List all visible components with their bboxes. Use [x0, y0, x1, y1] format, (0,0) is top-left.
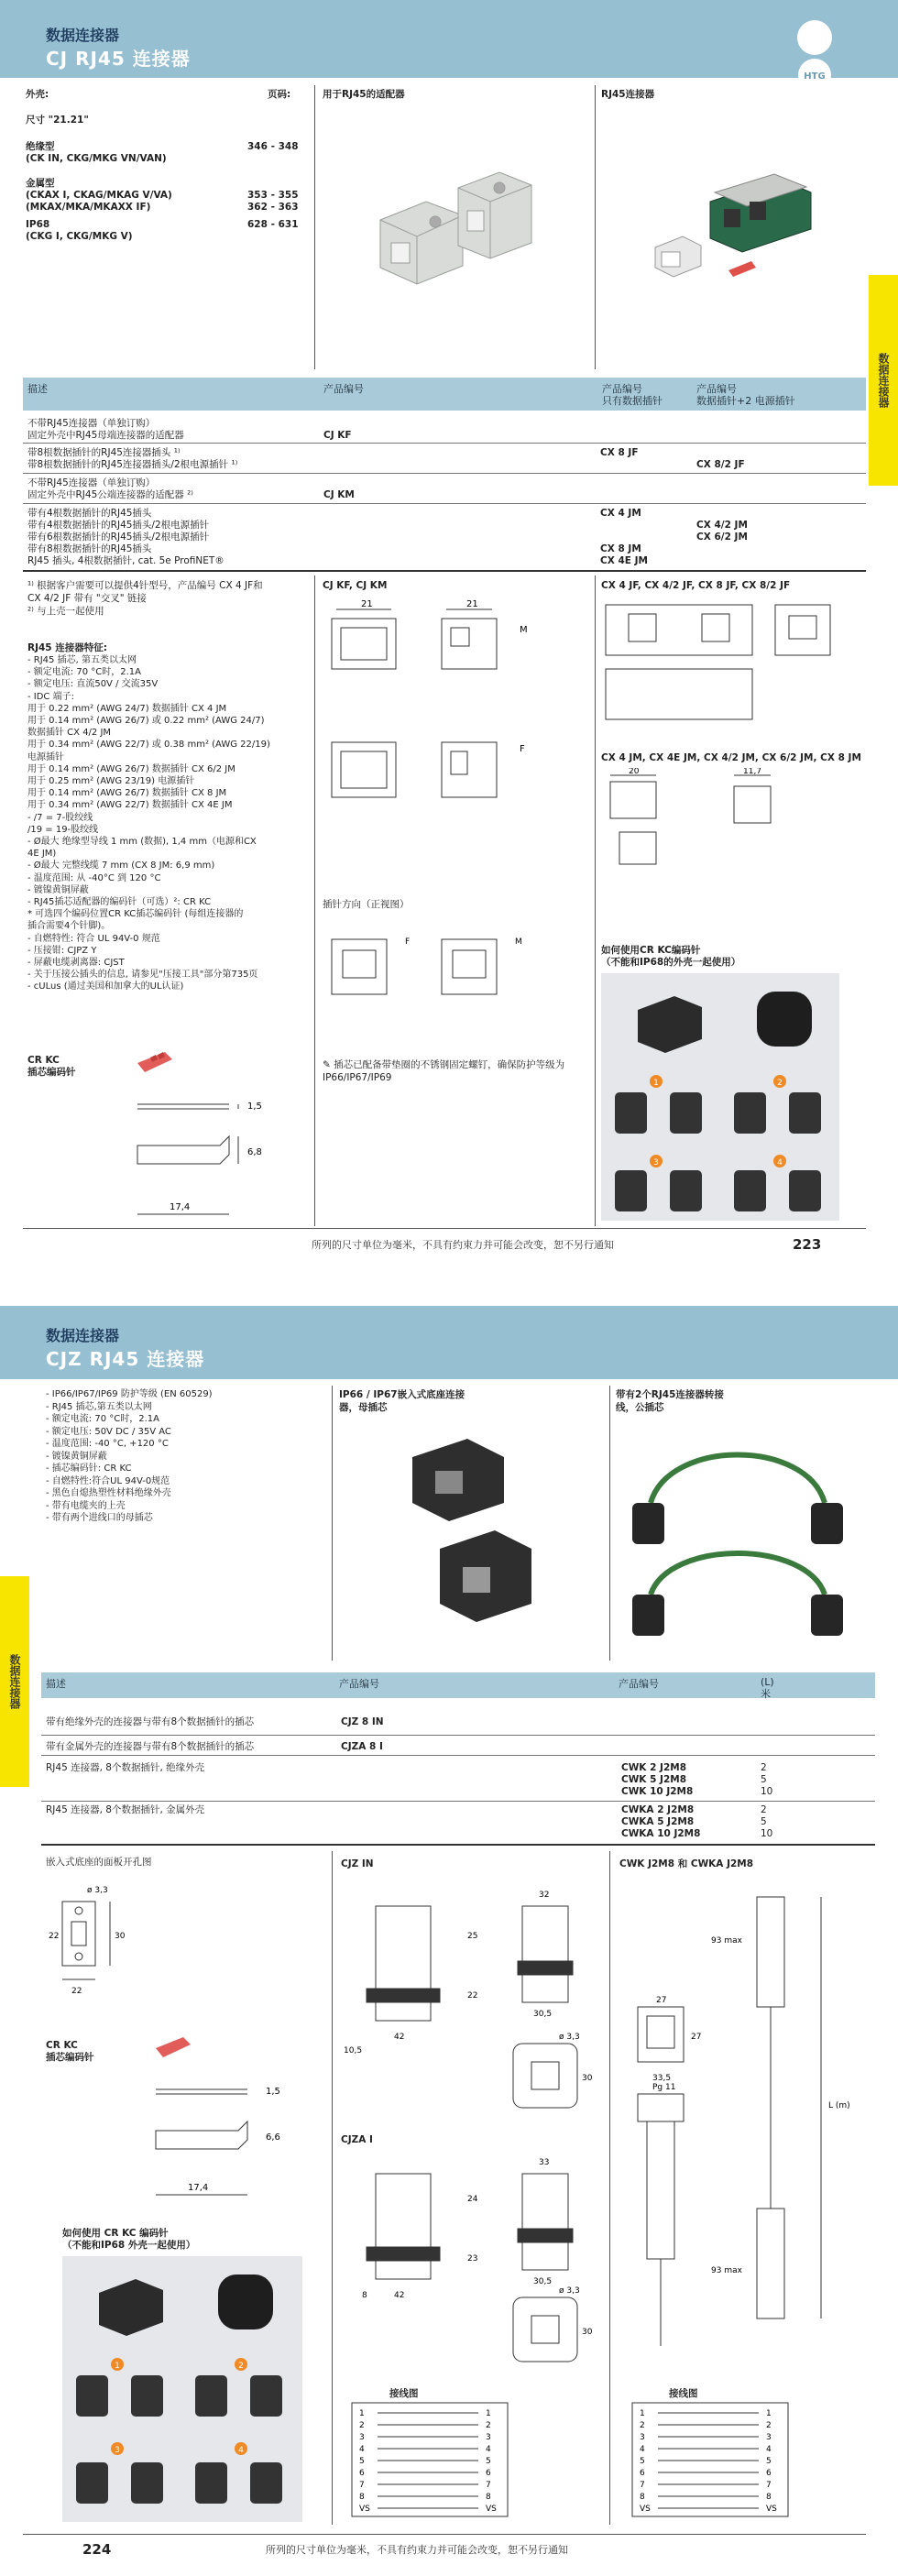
crkc-subtitle: 插芯编码针 — [46, 2052, 94, 2063]
dim-label: 30 — [582, 2328, 593, 2337]
wiring-diagram — [630, 2401, 795, 2520]
features-list — [46, 1388, 213, 1525]
feature-item: 4E JM) — [27, 849, 57, 860]
dim-label: 11,7 — [743, 768, 762, 776]
row-divider — [23, 473, 866, 474]
row-code2: CX 4 JM — [600, 508, 641, 519]
wiring-title: 接线图 — [389, 2388, 419, 2399]
drawing-title: CWK J2M8 和 CWKA J2M8 — [619, 1858, 754, 1869]
page1-category: 数据连接器 — [46, 27, 120, 44]
housing-type: 绝缘型 — [26, 141, 55, 152]
dim-label: 32 — [539, 1891, 550, 1900]
dim-label: 33 — [539, 2158, 550, 2167]
cjz-in-drawing — [339, 1869, 605, 2135]
dim-label: L (m) — [828, 2101, 850, 2110]
row-code3: CX 6/2 JM — [696, 532, 748, 543]
feature-item: - 自燃特性:符合UL 94V-0规范 — [46, 1475, 170, 1486]
row-desc: RJ45 连接器, 8个数据插针, 金属外壳 — [46, 1804, 205, 1815]
feature-item: 用于 0.14 mm² (AWG 26/7) 或 0.22 mm² (AWG 24/7) — [27, 716, 265, 727]
cable-dimension-drawing — [619, 1869, 867, 2364]
col-divider — [314, 575, 315, 1226]
page-label: 页码: — [268, 89, 291, 100]
dim-label: 24 — [467, 2195, 478, 2204]
col2-title: IP66 / IP67嵌入式底座连接 — [339, 1389, 465, 1400]
wiring-pin-right: VS — [766, 2505, 777, 2514]
page1-title: CJ RJ45 连接器 — [46, 48, 191, 70]
row-desc: 带有4根数据插针的RJ45插头 — [27, 508, 152, 519]
wiring-pin-left: 2 — [640, 2421, 645, 2430]
rj45-title: RJ45连接器 — [601, 89, 655, 100]
dim-label: 10,5 — [344, 2046, 363, 2055]
female-insert-drawing — [601, 596, 867, 733]
col-desc: 描述 — [46, 1678, 66, 1690]
table-header — [23, 378, 866, 411]
dim-label: ø 3,3 — [559, 2286, 580, 2296]
drawing-title: CJZ IN — [341, 1858, 374, 1869]
housing-sub: (CK IN, CKG/MKG VN/VAN) — [26, 153, 167, 164]
feature-item: - IP66/IP67/IP69 防护等级 (EN 60529) — [46, 1389, 213, 1399]
row-code3: CX 8/2 JF — [696, 459, 745, 470]
col-divider — [332, 1851, 333, 2525]
ip-note — [323, 1058, 584, 1084]
drawing-title: CJZA I — [341, 2134, 373, 2145]
cable-len: 2 — [761, 1762, 767, 1773]
wiring-diagram — [350, 2401, 515, 2520]
footnote: CX 4/2 JF 带有 "交叉" 链接 — [27, 593, 147, 604]
housing-pages: 346 - 348 — [247, 141, 299, 152]
cjza-i-drawing — [339, 2146, 605, 2366]
page-number: 224 — [82, 2541, 112, 2558]
cable-code: CWK 10 J2M8 — [621, 1786, 694, 1797]
row-desc: 固定外壳中RJ45母端连接器的适配器 — [27, 430, 184, 441]
ip-note-text: 插芯已配备带垫圈的不锈钢固定螺钉，确保防护等级为IP66/IP67/IP69 — [323, 1059, 565, 1083]
row-code: CJ KF — [323, 430, 352, 441]
feature-item: - 温度范围: -40 °C, +120 °C — [46, 1439, 169, 1449]
dim-label: 42 — [394, 2291, 405, 2300]
cable-len: 5 — [761, 1816, 767, 1827]
step-1: 1 — [115, 2362, 120, 2371]
col-desc: 描述 — [27, 383, 48, 395]
dim-label: 30,5 — [533, 2277, 553, 2286]
row-divider — [41, 1735, 875, 1736]
drawing-title: CX 4 JF, CX 4/2 JF, CX 8 JF, CX 8/2 JF — [601, 580, 791, 591]
features-title: RJ45 连接器特征: — [27, 642, 107, 653]
male-insert-drawing — [601, 768, 867, 878]
step-2: 2 — [238, 2362, 244, 2371]
wiring-pin-left: 7 — [640, 2481, 645, 2490]
cable-code: CWK 2 J2M8 — [621, 1762, 687, 1773]
housing-label: 外壳: — [26, 89, 49, 100]
feature-item: 用于 0.34 mm² (AWG 22/7) 或 0.38 mm² (AWG 22/19) — [27, 740, 270, 751]
feature-item: - 温度范围: 从 -40°C 到 120 °C — [27, 872, 161, 883]
housing-pages: 628 - 631 — [247, 219, 299, 230]
wiring-pin-right: 7 — [486, 2481, 491, 2490]
wiring-pin-right: 5 — [766, 2457, 772, 2466]
howto-photo — [601, 973, 839, 1221]
dim-label: 30 — [115, 1932, 126, 1941]
footnotes — [27, 579, 263, 618]
dim-label: 27 — [691, 2033, 702, 2042]
howto-subtitle: （不能和IP68的外壳一起使用） — [601, 957, 741, 968]
row-desc: 固定外壳中RJ45公端连接器的适配器 ²⁾ — [27, 489, 193, 500]
wiring-pin-left: 6 — [640, 2469, 645, 2478]
row-desc: RJ45 连接器, 8个数据插针, 绝缘外壳 — [46, 1762, 205, 1773]
feature-item: - 黑色自熄热塑性材料绝缘外壳 — [46, 1488, 171, 1498]
row-desc: 带8根数据插针的RJ45连接器插头 ¹⁾ — [27, 447, 181, 458]
feature-item: - 镀镍黄铜屏蔽 — [27, 884, 89, 895]
feature-item: - IDC 端子: — [27, 691, 74, 702]
dim-label: 30,5 — [533, 2010, 553, 2019]
footer-note: 所列的尺寸单位为毫米，不具有约束力并可能会改变，恕不另行通知 — [312, 1239, 614, 1251]
page2-banner — [0, 1306, 898, 1379]
step-2: 2 — [777, 1079, 783, 1088]
coding-pin-drawing — [147, 2030, 312, 2204]
cable-code: CWKA 5 J2M8 — [621, 1816, 695, 1827]
svg-text:HTG: HTG — [804, 71, 826, 82]
feature-item: - 压接钳: CJPZ Y — [27, 945, 97, 956]
cable-len: 10 — [761, 1786, 773, 1797]
wiring-pin-right: 2 — [486, 2421, 491, 2430]
cable-len: 10 — [761, 1828, 773, 1839]
footnote: ¹⁾ 根据客户需要可以提供4针型号，产品编号 CX 4 JF和 — [27, 580, 263, 591]
feature-item: - 带有电缆夹的上壳 — [46, 1500, 126, 1511]
feature-item: 用于 0.14 mm² (AWG 26/7) 数据插针 CX 8 JM — [27, 788, 227, 799]
feature-item: 数据插针 CX 4/2 JM — [27, 728, 112, 739]
dim-label: 1,5 — [266, 2087, 280, 2097]
cable-code: CWKA 10 J2M8 — [621, 1828, 701, 1839]
wiring-pin-right: 6 — [486, 2469, 491, 2478]
harting-logo — [797, 20, 832, 82]
dim-label: 21 — [466, 599, 478, 609]
coding-pin-drawing — [128, 1045, 293, 1228]
dim-label: 42 — [394, 2033, 405, 2042]
col2-title: 器，母插芯 — [339, 1402, 388, 1413]
dim-label: 17,4 — [188, 2183, 209, 2193]
col-divider — [595, 575, 596, 1226]
wiring-pin-left: 4 — [640, 2445, 645, 2454]
dim-label: 93 max — [711, 2266, 742, 2275]
row-code3: CX 4/2 JM — [696, 520, 748, 531]
pin-orientation-drawing — [323, 930, 588, 1013]
col3-title: 带有2个RJ45连接器转接 — [616, 1389, 724, 1400]
row-divider — [23, 443, 866, 444]
receptacle-image — [385, 1430, 568, 1640]
dim-label: 22 — [49, 1932, 60, 1941]
feature-item: 用于 0.14 mm² (AWG 26/7) 数据插针 CX 6/2 JM — [27, 763, 235, 774]
col-divider — [595, 85, 596, 369]
wiring-pin-right: 6 — [766, 2469, 772, 2478]
feature-item: - 额定电流: 70 °C时，2.1A — [46, 1414, 159, 1424]
wiring-pin-right: 4 — [766, 2445, 772, 2454]
row-code2: CX 4E JM — [600, 555, 648, 566]
row-desc: 带有6根数据插针的RJ45插头/2根电源插针 — [27, 532, 210, 543]
dim-label: 1,5 — [247, 1102, 262, 1112]
row-code2: CX 8 JF — [600, 447, 639, 458]
wiring-pin-left: 2 — [359, 2421, 365, 2430]
footnote: ²⁾ 与上壳一起使用 — [27, 606, 104, 617]
dim-label: 23 — [467, 2254, 478, 2264]
wiring-pin-left: 5 — [640, 2457, 645, 2466]
housing-type: 金属型 — [26, 178, 55, 189]
col-code2: 产品编号 — [602, 383, 642, 395]
row-desc: 不带RJ45连接器（单独订购） — [27, 477, 156, 488]
dim-label: 8 — [362, 2291, 367, 2300]
footer-note: 所列的尺寸单位为毫米，不具有约束力并可能会改变，恕不另行通知 — [266, 2544, 568, 2556]
wiring-pin-right: 5 — [486, 2457, 491, 2466]
adapter-dimension-drawing — [323, 596, 588, 898]
col-code3: 产品编号 — [696, 383, 737, 395]
dim-label: 21 — [361, 599, 373, 609]
dim-label: ø 3,3 — [87, 1886, 108, 1895]
crkc-title: CR KC — [46, 2040, 78, 2051]
dim-label: 6,6 — [266, 2132, 280, 2143]
page-number: 223 — [793, 1236, 822, 1253]
crkc-title: CR KC — [27, 1055, 60, 1066]
wiring-pin-left: 3 — [640, 2433, 645, 2442]
footer-rule — [23, 2534, 866, 2535]
size-label: 尺寸 "21.21" — [26, 115, 89, 126]
wiring-pin-right: VS — [486, 2505, 497, 2514]
cable-len: 5 — [761, 1774, 767, 1785]
feature-item: - 带有两个进线口的母插芯 — [46, 1513, 153, 1523]
wiring-frame — [632, 2403, 788, 2516]
dim-label: 6,8 — [247, 1147, 262, 1157]
wiring-pin-right: 4 — [486, 2445, 491, 2454]
wiring-pin-left: 6 — [359, 2469, 365, 2478]
row-desc: 带有8根数据插针的RJ45插头 — [27, 543, 152, 554]
feature-item: - 额定电压: 直流50V / 交流35V — [27, 679, 159, 690]
feature-item: /19 = 19-股绞线 — [27, 824, 99, 835]
dim-label: Pg 11 — [652, 2083, 676, 2092]
feature-item: * 可选四个编码位置CR KC插芯编码针 (每组连接器的 — [27, 909, 244, 920]
howto-steps-drawing — [62, 2256, 302, 2522]
col-code3b: 数据插针+2 电源插针 — [696, 395, 795, 407]
feature-item: - cULus (通过美国和加拿大的UL认证) — [27, 981, 184, 992]
dim-label: 17,4 — [170, 1202, 191, 1212]
row-code: CJZ 8 IN — [341, 1716, 384, 1727]
col-divider — [332, 1386, 333, 1661]
cable-code: CWK 5 J2M8 — [621, 1774, 687, 1785]
howto-photo — [62, 2256, 302, 2522]
row-desc: 带有4根数据插针的RJ45插头/2根电源插针 — [27, 520, 210, 531]
dim-label: 25 — [467, 1932, 478, 1941]
crkc-subtitle: 插芯编码针 — [27, 1067, 76, 1078]
label-m: M — [515, 937, 522, 947]
feature-item: - 镀镍黄铜屏蔽 — [46, 1451, 107, 1462]
feature-item: - RJ45 插芯, 第五类以太网 — [27, 655, 137, 665]
feature-item: 用于 0.22 mm² (AWG 24/7) 数据插针 CX 4 JM — [27, 703, 227, 714]
wiring-title: 接线图 — [669, 2388, 698, 2399]
housing-type: IP68 — [26, 219, 50, 230]
howto-title: 如何使用CR KC编码针 — [601, 945, 701, 956]
row-desc: RJ45 插头, 4根数据插针, cat. 5e ProfiNET® — [27, 555, 224, 566]
row-code: CJ KM — [323, 489, 355, 500]
features-list — [27, 654, 270, 993]
wiring-pin-right: 3 — [486, 2433, 491, 2442]
page2-title: CJZ RJ45 连接器 — [46, 1348, 205, 1370]
feature-item: - 屏蔽电缆剥离器: CJST — [27, 958, 125, 969]
cable-assembly-image — [614, 1430, 861, 1650]
side-tab-data-connectors: 数据连接器 — [869, 275, 898, 486]
dim-label: 20 — [629, 768, 640, 776]
row-desc: 带有绝缘外壳的连接器与带有8个数据插针的插芯 — [46, 1716, 255, 1727]
logo-icon — [797, 58, 832, 93]
dim-label: 22 — [467, 1991, 478, 2001]
feature-item: - 关于压接公插头的信息, 请参见"压接工具"部分第735页 — [27, 970, 258, 981]
wiring-pin-left: 1 — [640, 2409, 645, 2418]
howto-steps-drawing — [601, 973, 839, 1221]
row-code2: CX 8 JM — [600, 543, 641, 554]
dim-label: 27 — [656, 1996, 667, 2005]
howto-title: 如何使用 CR KC 编码针 — [62, 2228, 169, 2239]
cable-code: CWKA 2 J2M8 — [621, 1804, 695, 1815]
col-len-unit: 米 — [761, 1688, 771, 1700]
feature-item: 电源插针 — [27, 751, 64, 762]
label-f: F — [520, 744, 525, 754]
adapter-image — [362, 165, 545, 293]
col-code: 产品编号 — [323, 383, 364, 395]
wiring-pin-left: 7 — [359, 2481, 365, 2490]
dim-label: 30 — [582, 2074, 593, 2083]
housing-sub: (CKAX I, CKAG/MKAG V/VA) — [26, 190, 172, 201]
housing-sub: (CKG I, CKG/MKG V) — [26, 231, 133, 242]
rj45-connector-image — [641, 165, 816, 293]
row-divider — [41, 1801, 875, 1802]
feature-item: - 额定电流: 70 °C时，2.1A — [27, 667, 141, 678]
wiring-pin-right: 1 — [766, 2409, 772, 2418]
row-divider — [23, 503, 866, 504]
feature-item: - Ø最大 完整线缆 7 mm (CX 8 JM: 6,9 mm) — [27, 860, 215, 871]
step-3: 3 — [653, 1158, 659, 1167]
dim-label: 33,5 — [652, 2074, 672, 2083]
row-code: CJZA 8 I — [341, 1741, 383, 1752]
col-code: 产品编号 — [339, 1678, 379, 1690]
feature-item: 用于 0.25 mm² (AWG 23/19) 电源插针 — [27, 776, 195, 787]
col3-title: 线，公插芯 — [616, 1402, 664, 1413]
step-1: 1 — [653, 1079, 659, 1088]
housing-sub: (MKAX/MKA/MKAXX IF) — [26, 202, 151, 213]
wiring-pin-left: VS — [359, 2505, 370, 2514]
wiring-pin-right: 3 — [766, 2433, 772, 2442]
feature-item: 插合需要4个针脚)。 — [27, 921, 111, 932]
label-m: M — [520, 625, 528, 635]
wiring-pin-left: 3 — [359, 2433, 365, 2442]
drawing-title: CX 4 JM, CX 4E JM, CX 4/2 JM, CX 6/2 JM, CX 8 JM — [601, 752, 861, 763]
footer-rule — [23, 1228, 866, 1229]
insertion-direction: 插针方向（正视图） — [323, 899, 410, 910]
step-4: 4 — [238, 2446, 244, 2455]
wiring-pin-left: 5 — [359, 2457, 365, 2466]
page1-banner — [0, 0, 898, 82]
table-bottom — [23, 570, 866, 572]
wiring-pin-left: 8 — [359, 2493, 365, 2502]
wiring-pin-left: 8 — [640, 2493, 645, 2502]
wiring-pin-right: 8 — [486, 2493, 491, 2502]
table-header — [41, 1672, 875, 1698]
feature-item: - 额定电压: 50V DC / 35V AC — [46, 1426, 171, 1437]
col-divider — [314, 85, 315, 369]
table-bottom — [41, 1844, 875, 1846]
side-tab-data-connectors: 数据连接器 — [0, 1576, 29, 1787]
dim-label: 22 — [71, 1987, 82, 1996]
wiring-pin-left: VS — [640, 2505, 651, 2514]
dim-label: 93 max — [711, 1936, 742, 1946]
howto-subtitle: （不能和IP68 外壳一起使用） — [62, 2240, 196, 2251]
feature-item: - /7 = 7-股绞线 — [27, 812, 93, 823]
adapter-title: 用于RJ45的适配器 — [323, 89, 405, 100]
col-len: (L) — [761, 1676, 774, 1688]
wiring-pin-right: 2 — [766, 2421, 772, 2430]
dim-label: ø 3,3 — [559, 2033, 580, 2042]
wiring-pin-right: 1 — [486, 2409, 491, 2418]
feature-item: - Ø最大 绝缘型导线 1 mm (数据), 1,4 mm（电源和CX — [27, 837, 257, 848]
col-code2b: 只有数据插针 — [602, 395, 663, 407]
row-desc: 带8根数据插针的RJ45连接器插头/2根电源插针 ¹⁾ — [27, 459, 238, 470]
wiring-frame — [352, 2403, 508, 2516]
cable-len: 2 — [761, 1804, 767, 1815]
feature-item: - 插芯编码针: CR KC — [46, 1463, 132, 1474]
col-code2: 产品编号 — [619, 1678, 659, 1690]
feature-item: - RJ45插芯适配器的编码针（可选）²: CR KC — [27, 897, 212, 908]
wiring-pin-left: 1 — [359, 2409, 365, 2418]
step-4: 4 — [777, 1158, 783, 1167]
wiring-pin-left: 4 — [359, 2445, 365, 2454]
feature-item: 用于 0.34 mm² (AWG 22/7) 数据插针 CX 4E JM — [27, 800, 233, 811]
housing-pages: 353 - 355 — [247, 190, 299, 201]
col-divider — [609, 1386, 610, 1661]
panel-cutout-drawing — [46, 1874, 192, 2002]
feature-item: - 自燃特性: 符合 UL 94V-0 规范 — [27, 933, 160, 944]
edit-icon: ✎ — [323, 1059, 334, 1070]
housing-pages: 362 - 363 — [247, 202, 299, 213]
panel-cutout-title: 嵌入式底座的面板开孔图 — [46, 1857, 152, 1868]
wiring-pin-right: 8 — [766, 2493, 772, 2502]
label-f: F — [405, 937, 411, 947]
col-divider — [609, 1851, 610, 2525]
wiring-pin-right: 7 — [766, 2481, 772, 2490]
step-3: 3 — [115, 2446, 120, 2455]
feature-item: - RJ45 插芯,第五类以太网 — [46, 1401, 152, 1412]
drawing-title: CJ KF, CJ KM — [323, 580, 388, 591]
row-desc: 带有金属外壳的连接器与带有8个数据插针的插芯 — [46, 1741, 255, 1752]
page2-category: 数据连接器 — [46, 1327, 120, 1344]
row-desc: 不带RJ45连接器（单独订购） — [27, 418, 156, 429]
row-divider — [41, 1755, 875, 1756]
